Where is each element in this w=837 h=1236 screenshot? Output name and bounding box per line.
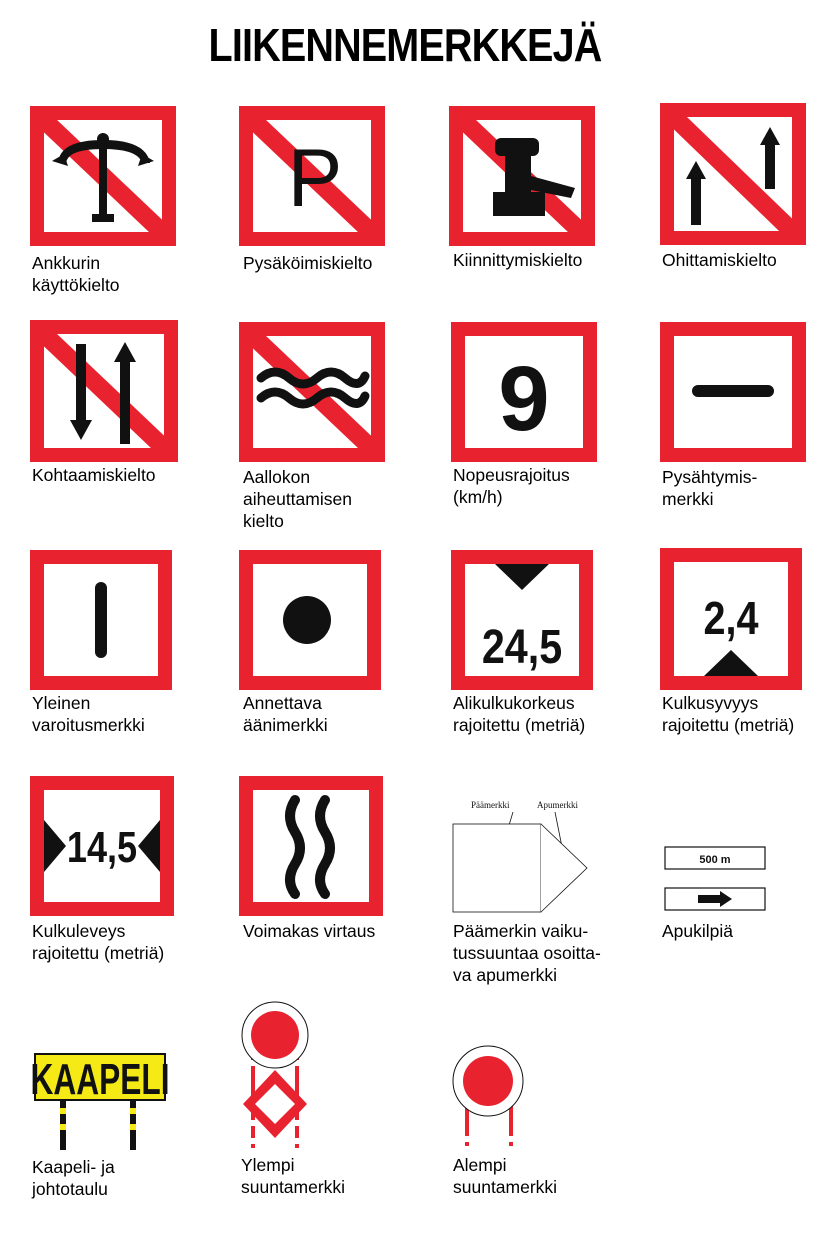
sign-label: Ohittamiskielto [662,250,777,270]
sign-label: Yleinen varoitusmerkki [32,693,145,735]
sign-stop [660,322,806,509]
speed-limit-sign [451,322,597,462]
sign-general-warning [30,550,172,735]
red-disc-icon [463,1056,513,1106]
sign-width-limit [30,776,174,963]
vertical-bar-icon [95,582,107,658]
sign-anchoring-prohibited [30,106,176,295]
sign-depth-limit [660,548,802,735]
sign-label: Kulkuleveys rajoitettu (metriä) [32,921,165,963]
depth-value: 2,4 [703,593,759,645]
sign-direction-auxiliary [451,796,601,985]
distance-text: 500 m [699,854,731,866]
parking-prohibited-sign [239,106,385,246]
sign-cable-board [30,1052,170,1199]
sign-label: Pysähtymis- merkki [662,467,758,509]
mooring-prohibited-sign [449,106,595,246]
general-warning-sign [30,550,172,690]
dot-icon [283,596,331,644]
sign-label: Apukilpiä [662,921,734,941]
sign-label: Alikulkukorkeus rajoitettu (metriä) [453,693,586,735]
direction-auxiliary-diagram [451,796,601,921]
upper-direction-sign [239,1000,311,1148]
sign-label: Pysäköimiskielto [243,253,373,273]
sign-lower-direction [451,1044,558,1197]
sign-label: Ankkurin käyttökielto [32,253,120,295]
anchoring-prohibited-sign [30,106,176,246]
board-text: KAAPELI [30,1054,170,1105]
sign-label: Kiinnittymiskielto [453,250,583,270]
red-disc-icon [251,1011,299,1059]
sign-mooring-prohibited [449,106,595,270]
main-caption: Päämerkki [471,800,510,810]
wash-prohibited-sign [239,322,385,462]
aux-caption: Apumerkki [537,800,578,810]
sign-meeting-prohibited [30,320,178,485]
sign-parking-prohibited [239,106,385,273]
sound-signal-sign [239,550,381,690]
sign-strong-current [239,776,383,941]
page-title: LIIKENNEMERKKEJÄ [208,19,602,71]
sign-label: Nopeusrajoitus (km/h) [453,465,570,507]
sign-auxiliary-plates [662,844,768,941]
lower-direction-sign [451,1044,525,1146]
overtaking-prohibited-sign [660,103,806,245]
aux-arrow-outline [541,824,587,912]
sign-label: Alempi suuntamerkki [453,1155,558,1197]
depth-limit-sign [660,548,802,690]
cable-board [30,1052,170,1152]
sign-speed-limit [451,322,597,507]
horizontal-bar-icon [692,385,774,397]
sign-upper-direction [239,1000,346,1197]
meeting-prohibited-sign [30,320,178,462]
sign-label: Kaapeli- ja johtotaulu [32,1157,115,1199]
sign-sound-signal [239,550,381,735]
headroom-value: 24,5 [481,620,563,674]
stop-sign [660,322,806,462]
sign-label: Voimakas virtaus [243,921,376,941]
speed-value: 9 [498,348,550,450]
strong-current-sign [239,776,383,916]
headroom-limit-sign [451,550,593,690]
sign-wash-prohibited [239,322,385,531]
auxiliary-plates [662,844,768,914]
main-sign-outline [453,824,541,912]
sign-label: Aallokon aiheuttamisen kielto [243,467,352,531]
parking-letter: P [287,133,343,224]
sign-headroom-limit [451,550,593,735]
sign-label: Päämerkin vaiku- tussuuntaa osoitta- va apumerkki [453,921,601,985]
sign-label: Ylempi suuntamerkki [241,1155,346,1197]
sign-overtaking-prohibited [660,103,806,270]
width-limit-sign [30,776,174,916]
sign-label: Annettava äänimerkki [243,693,328,735]
sign-label: Kulkusyvyys rajoitettu (metriä) [662,693,795,735]
width-value: 14,5 [66,822,138,872]
sign-label: Kohtaamiskielto [32,465,156,485]
